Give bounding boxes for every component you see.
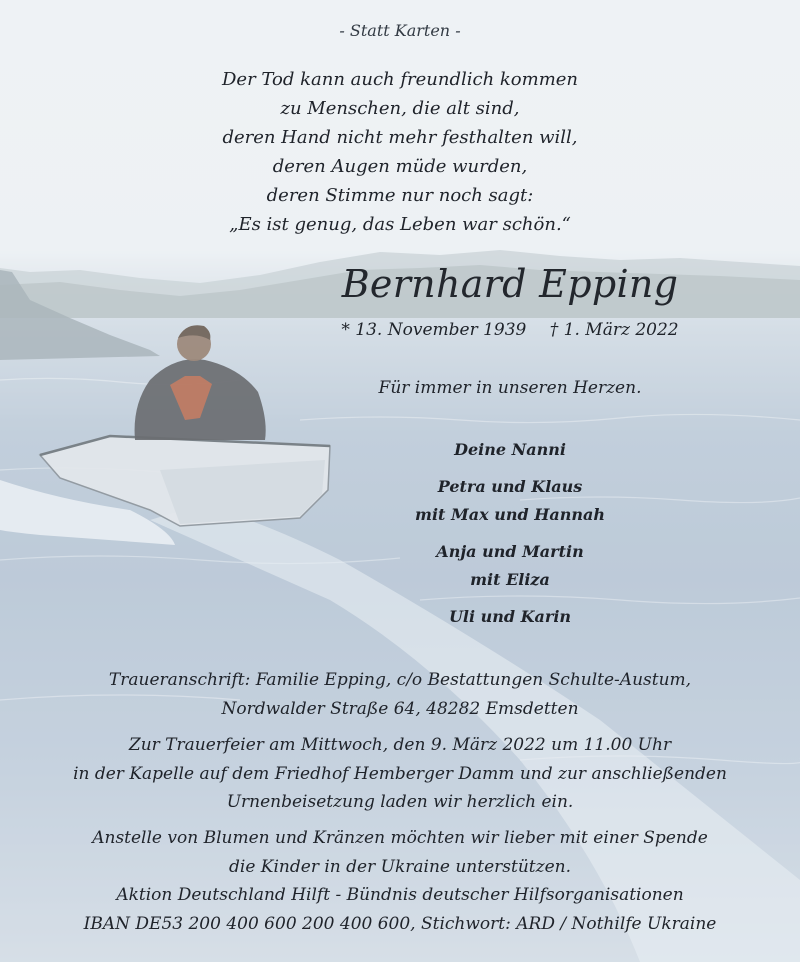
donation-iban: IBAN DE53 200 400 600 200 400 600, Stichwort: ARD / Nothilfe Ukraine [83,913,717,934]
poem-line: deren Stimme nur noch sagt: [266,185,534,206]
poem-line: zu Menschen, die alt sind, [280,98,520,119]
service-line: in der Kapelle auf dem Friedhof Hemberger Damm und zur anschließenden [73,763,727,784]
birth-date: * 13. November 1939 [341,320,527,340]
address-line: Nordwalder Straße 64, 48282 Emsdetten [221,698,579,719]
mourner-group [300,538,720,594]
mourner-group [300,603,720,631]
mourner-group [300,436,720,464]
poem-line: deren Augen müde wurden, [272,156,528,177]
service-line: Zur Trauerfeier am Mittwoch, den 9. März 2022 um 11.00 Uhr [128,735,672,755]
address-line: Traueranschrift: Familie Epping, c/o Bestattungen Schulte-Austum, [108,670,692,690]
service-line: Urnenbeisetzung laden wir herzlich ein. [226,792,574,812]
mourner-line: Petra und Klaus [437,477,583,496]
donation-line: Anstelle von Blumen und Kränzen möchten wir lieber mit einer Spende [92,828,708,848]
poem [0,65,800,239]
funeral-service-info [0,731,800,817]
poem-line: „Es ist genug, das Leben war schön.“ [229,214,571,235]
mourner-group [300,473,720,529]
deceased-name: Bernhard Epping [341,262,679,306]
death-date: † 1. März 2022 [549,320,679,340]
mourner-line: Uli und Karin [448,607,572,626]
mourning-address [0,666,800,723]
donation-line: die Kinder in der Ukraine unterstützen. [229,856,571,877]
mourners-list [300,436,720,640]
poem-line: deren Hand nicht mehr festhalten will, [222,127,578,148]
mourner-line: Anja und Martin [436,542,584,561]
mourner-line: mit Eliza [470,570,550,589]
poem-line: Der Tod kann auch freundlich kommen [221,69,579,90]
donation-request [0,824,800,938]
memorial-motto: Für immer in unseren Herzen. [378,378,642,398]
donation-line: Aktion Deutschland Hilft - Bündnis deutscher Hilfsorganisationen [116,885,684,905]
mourner-line: Deine Nanni [454,440,566,459]
statt-karten-note: - Statt Karten - [339,21,461,40]
life-dates [300,320,720,340]
mourner-line: mit Max und Hannah [415,505,605,524]
